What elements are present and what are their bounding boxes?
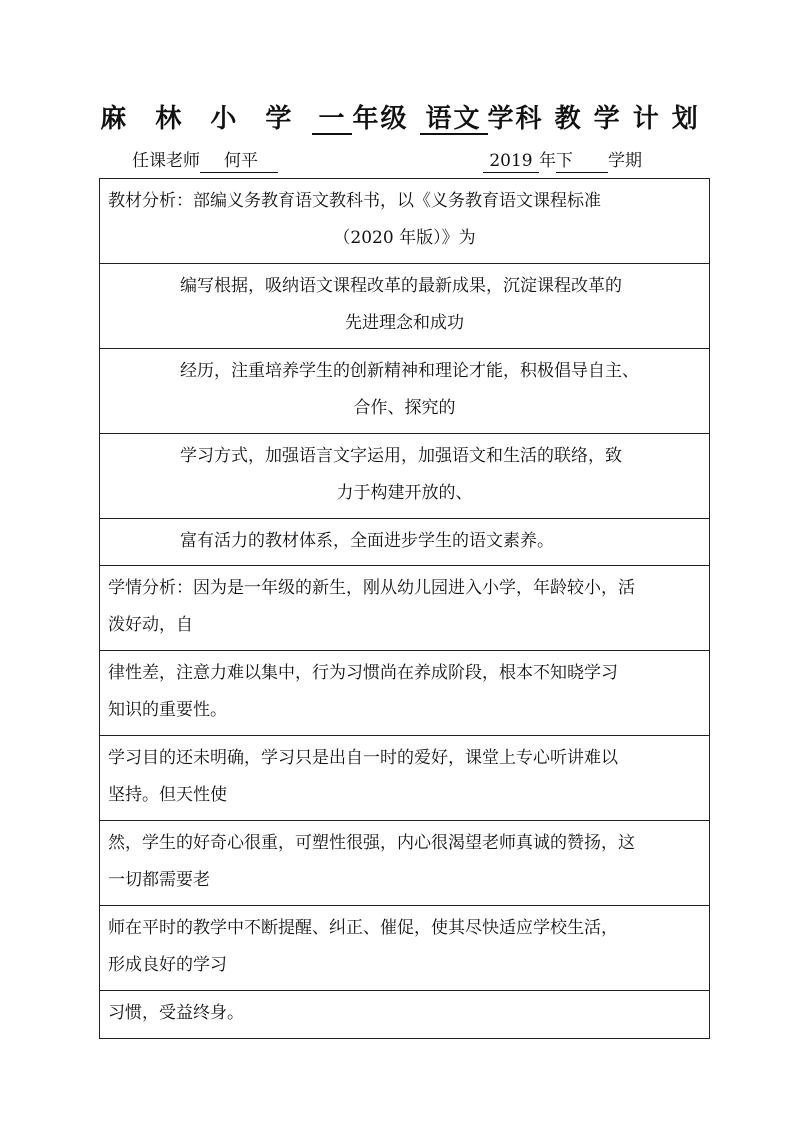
- table-row: 经历，注重培养学生的创新精神和理论才能，积极倡导自主、 合作、探究的: [100, 349, 709, 434]
- title-tail: 学科 教 学 计 划: [487, 104, 700, 134]
- term-value: 下: [556, 150, 608, 173]
- table-row: 师在平时的教学中不断提醒、纠正、催促，使其尽快适应学校生活， 形成良好的学习: [100, 906, 709, 991]
- term-line: [483, 150, 642, 173]
- year-label: 年: [539, 151, 556, 171]
- table-row: 然，学生的好奇心很重，可塑性很强，内心很渴望老师真诚的赞扬，这 一切都需要老: [100, 821, 709, 906]
- teacher-line: [132, 150, 278, 173]
- plan-table: [99, 178, 710, 1039]
- teacher-name: 何平: [200, 150, 278, 173]
- school-name: 麻 林 小 学: [100, 104, 302, 134]
- teacher-label: 任课老师: [132, 151, 200, 171]
- table-row: 富有活力的教材体系，全面进步学生的语文素养。: [100, 519, 709, 566]
- table-row: 学情分析：因为是一年级的新生，刚从幼儿园进入小学，年龄较小，活 泼好动，自: [100, 566, 709, 651]
- document-title: [0, 98, 800, 135]
- table-row: 学习目的还未明确，学习只是出自一时的爱好，课堂上专心听讲难以 坚持。但天性使: [100, 736, 709, 821]
- subject-field: 语文: [420, 105, 488, 135]
- table-row: 编写根据，吸纳语文课程改革的最新成果，沉淀课程改革的 先进理念和成功: [100, 264, 709, 349]
- grade-field: 一: [312, 105, 352, 135]
- table-row: 习惯，受益终身。: [108, 1003, 244, 1023]
- table-row: 律性差，注意力难以集中，行为习惯尚在养成阶段，根本不知晓学习 知识的重要性。: [100, 651, 709, 736]
- year-value: 2019: [483, 150, 539, 173]
- term-label: 学期: [608, 151, 642, 171]
- table-row: 教材分析：部编义务教育语文教科书，以《义务教育语文课程标准 （2020 年版）》为: [100, 179, 709, 264]
- table-row: 学习方式，加强语言文字运用，加强语文和生活的联络，致 力于构建开放的、: [100, 434, 709, 519]
- grade-suffix: 年级: [352, 104, 409, 134]
